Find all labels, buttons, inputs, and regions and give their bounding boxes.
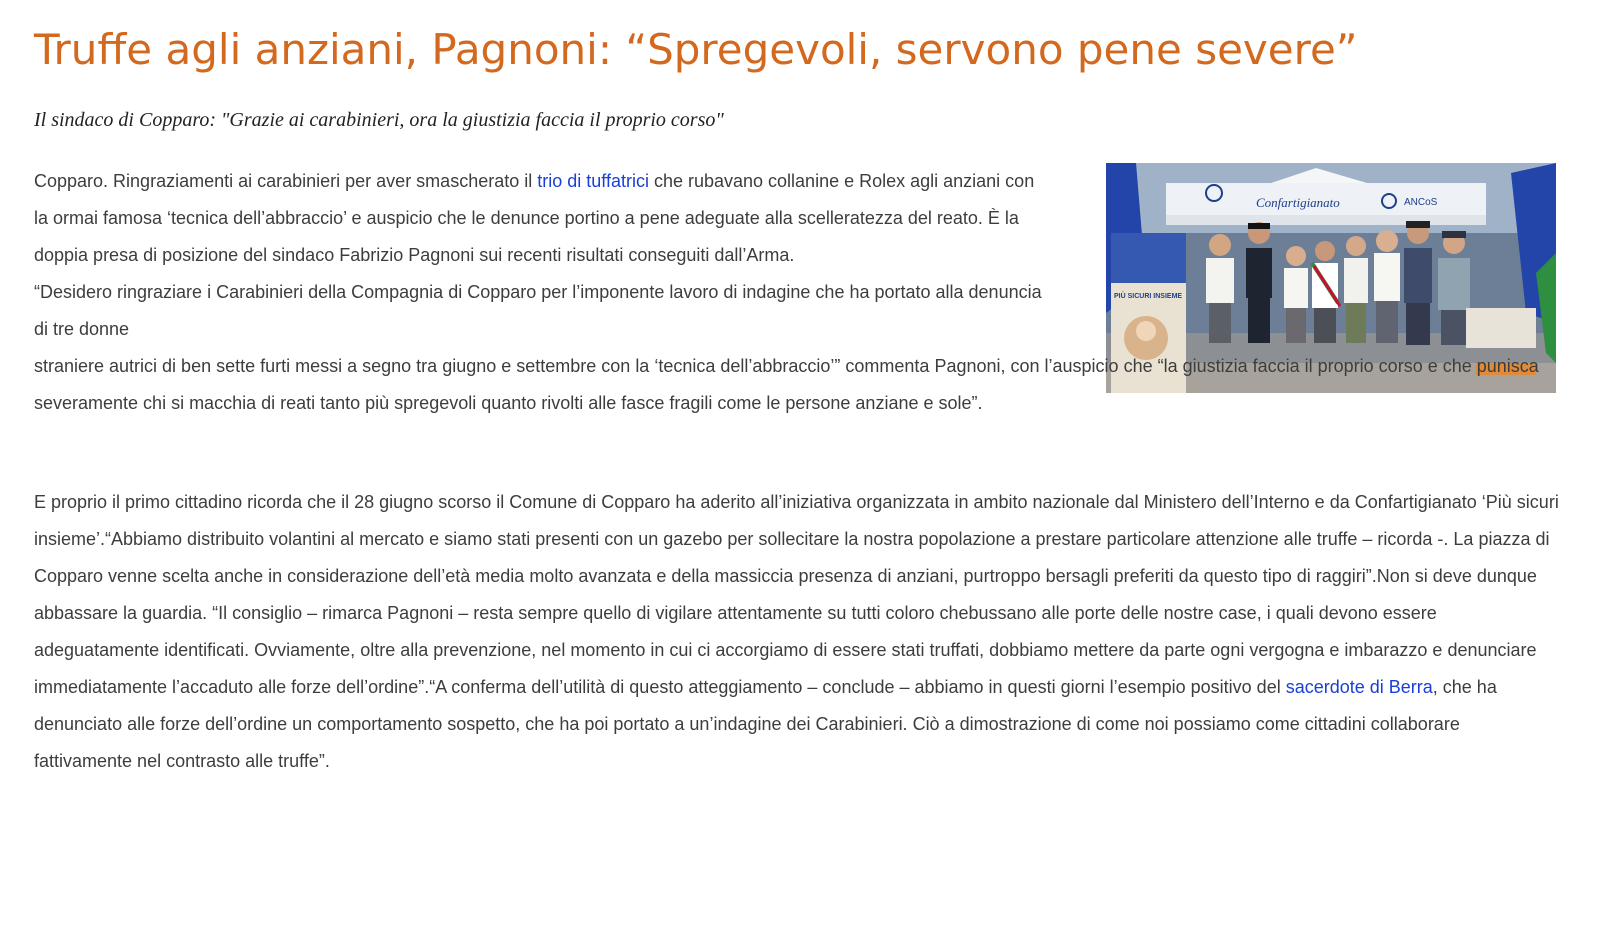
paragraph-3-text-end: , che ha denunciato alle forze dell’ordine un comportamento sospetto, che ha poi portato a un’indagine dei Carabinieri. Ciò a dimostrazione di come noi possiamo come cittadini collaborare fattivamente nel contrasto alle truffe”.: [34, 677, 1497, 771]
paragraph-2-line-1: “Desidero ringraziare i Carabinieri della Compagnia di Copparo per l’imponente lavoro di indagine che ha portato alla denuncia di tre donne: [34, 282, 1042, 339]
paragraph-1-text-end: che rubavano collanine e Rolex agli anziani con la ormai famosa ‘tecnica dell’abbraccio’ e auspicio che le denunce portino a pene adeguate alla scelleratezza del reato. È la doppia presa di posizione del sindaco Fabrizio Pagnoni sui recenti risultati conseguiti dall’Arma.: [34, 171, 1035, 265]
link-trio-di-tuffatrici[interactable]: trio di tuffatrici: [537, 171, 649, 191]
photo-sign-text: PIÙ SICURI INSIEME: [1114, 293, 1183, 300]
article-subtitle: Il sindaco di Copparo: "Grazie ai carabinieri, ora la giustizia faccia il proprio corso": [34, 109, 724, 131]
paragraph-1-text-start: Copparo. Ringraziamenti ai carabinieri per aver smascherato il: [34, 171, 538, 191]
link-sacerdote-di-berra[interactable]: sacerdote di Berra: [1285, 677, 1433, 697]
paragraph-2-line-2: straniere autrici di ben sette furti messi a segno tra giugno e settembre con la ‘tecnica dell’abbraccio’” commenta Pagnoni, con l’auspicio che “la giustizia faccia il proprio corso e che punisca severamente chi si macchia di reati tanto più spregevoli quanto rivolti alle fasce fragili come le persone anziane e sole”.: [34, 356, 1539, 413]
photo-banner-text: Confartigianato: [1256, 195, 1340, 210]
paragraph-1: [34, 163, 1049, 274]
article-body: [34, 163, 1559, 780]
photo-ancos-text: ANCoS: [1404, 197, 1438, 208]
paragraph-3-text-start: E proprio il primo cittadino ricorda che il 28 giugno scorso il Comune di Copparo ha aderito all’iniziativa organizzata in ambito nazionale dal Ministero dell’Interno e da Confartigianato ‘Più sicuri insieme’.“Abbiamo distribuito volantini al mercato e siamo stati presenti con un gazebo per sollecitare la nostra popolazione a prestare particolare attenzione alle truffe – ricorda -. La piazza di Copparo venne scelta anche in considerazione dell’età media molto avanzata e della massiccia presenza di anziani, purtroppo bersagli preferiti da questo tipo di raggiri”.Non si deve dunque abbassare la guardia. “Il consiglio – rimarca Pagnoni – resta sempre quello di vigilare attentamente su tutti coloro chebussano alle porte delle nostre case, i quali devono essere adeguatamente identificati. Ovviamente, oltre alla prevenzione, nel momento in cui ci accorgiamo di essere stati truffati, dobbiamo mettere da parte ogni vergogna e imbarazzo e denunciare immediatamente l’accaduto alle forze dell’ordine”.“A conferma dell’utilità di questo atteggiamento – conclude – abbiamo in questi giorni l’esempio positivo del: [34, 492, 1559, 697]
paragraph-3: [34, 484, 1559, 780]
paragraph-spacer: [34, 422, 1559, 484]
article-title: Truffe agli anziani, Pagnoni: “Spregevoli, servono pene severe”: [34, 25, 1358, 74]
